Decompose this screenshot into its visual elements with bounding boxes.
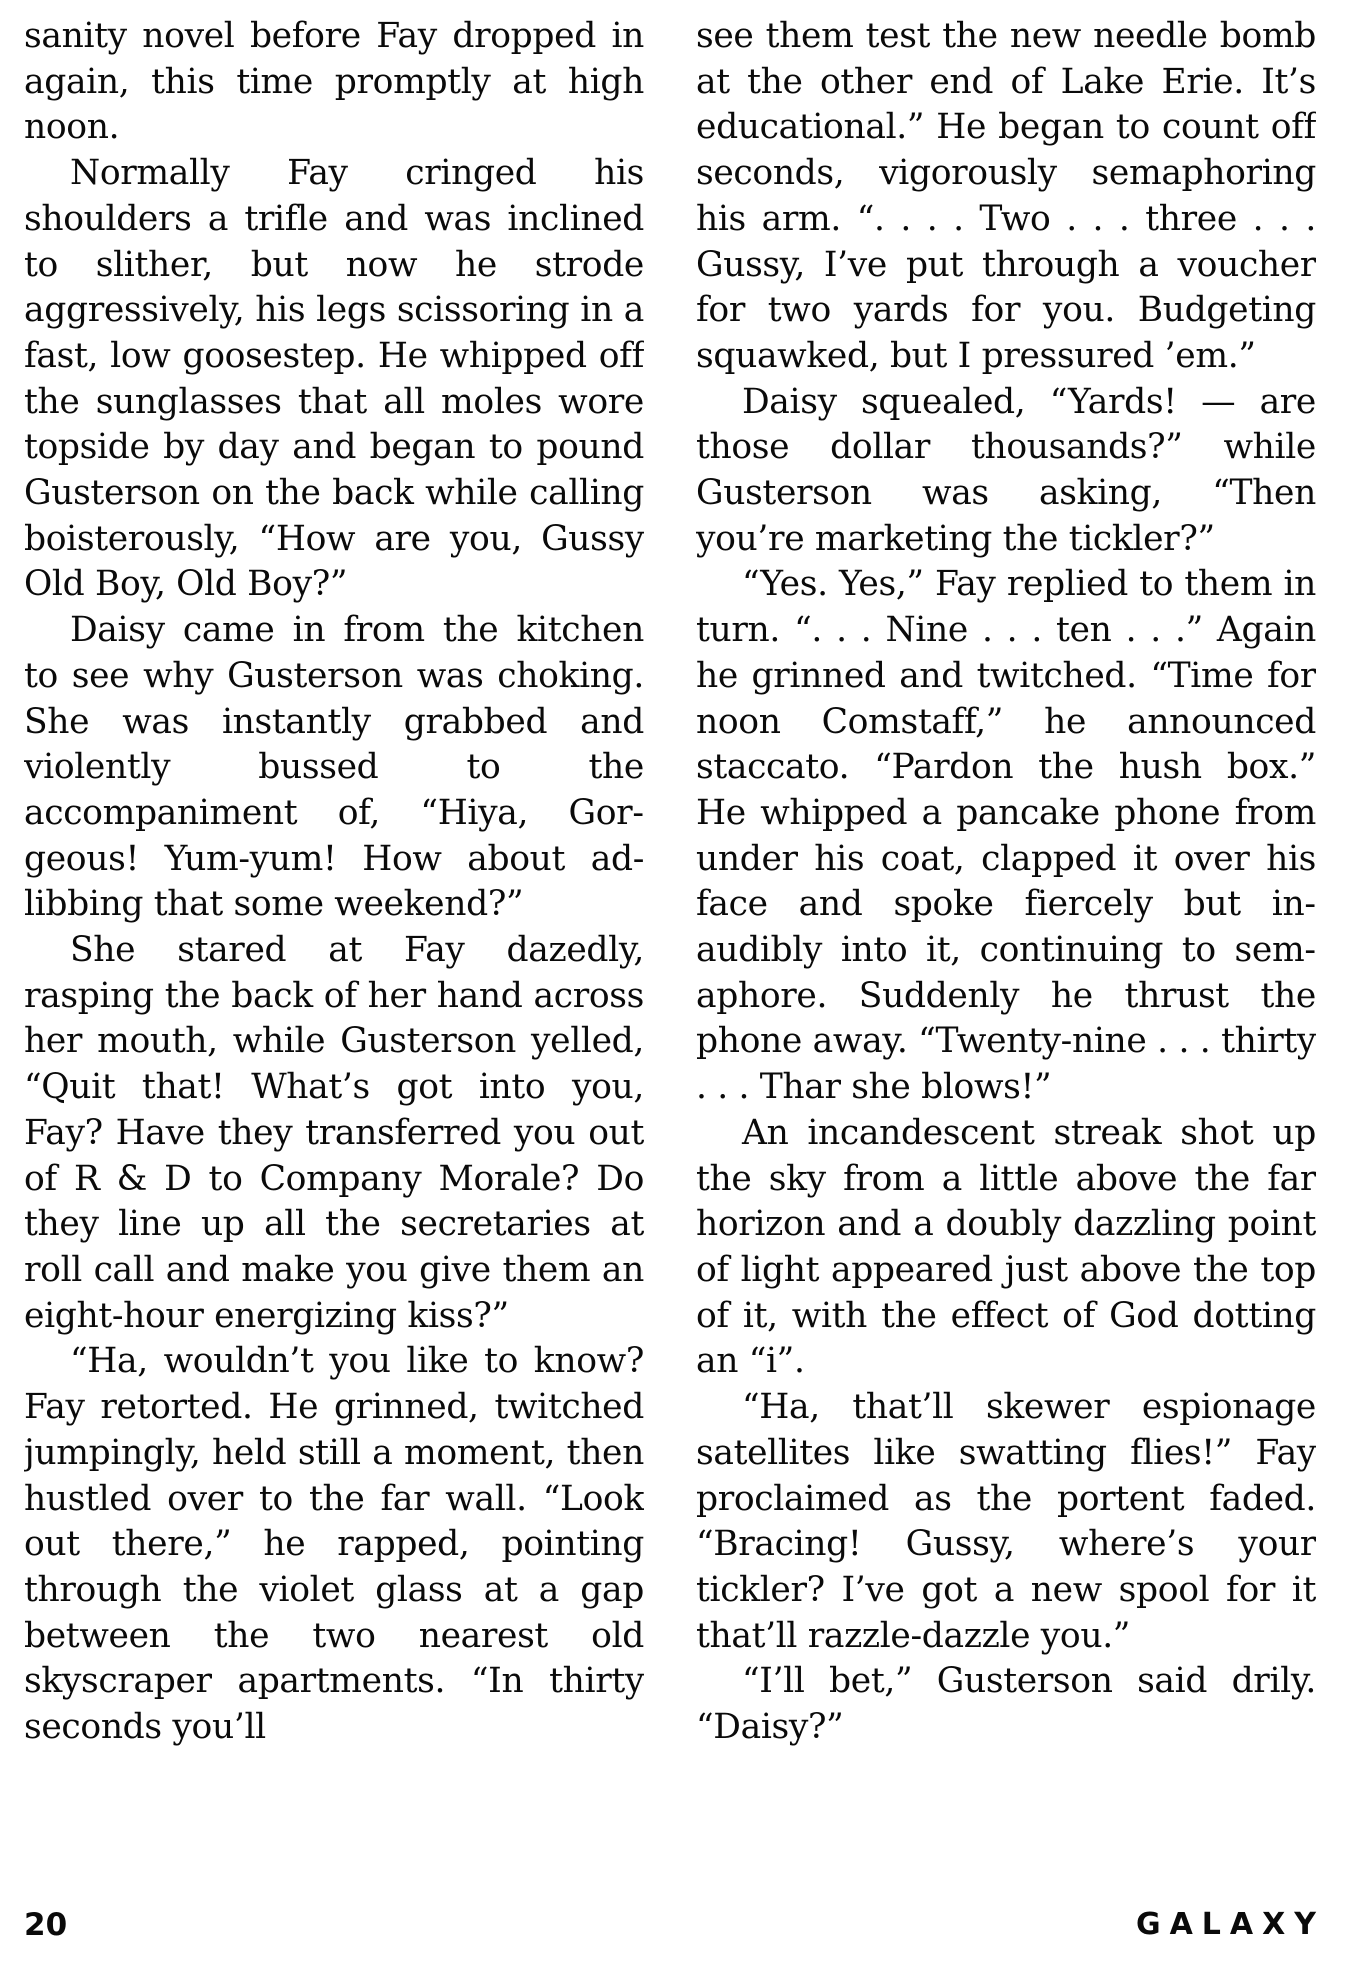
- paragraph: “Ha, that’ll skewer espionage satellites like swatting flies!” Fay proclaimed as the portent faded. “Bracing! Gussy, where’s your tickler? I’ve got a new spool for it that’ll razzle-dazzle you.”: [696, 1387, 1316, 1656]
- page-number: 20: [24, 1907, 68, 1943]
- right-text-column: [696, 14, 1316, 1814]
- left-text-column: [24, 14, 644, 1814]
- paragraph: see them test the new needle bomb at the other end of Lake Erie. It’s educational.” He began to count off seconds, vigorously semaphoring his arm. “. . . . Two . . . three . . . Gussy, I’ve put through a voucher for two yards for you. Budgeting squawked, but I pressured ’em.”: [696, 16, 1316, 376]
- paragraph: “I’ll bet,” Gusterson said drily. “Daisy?”: [696, 1661, 1316, 1748]
- paragraph: Normally Fay cringed his shoulders a trifle and was inclined to slither, but now he strode aggressively, his legs scissoring in a fast, low goosestep. He whipped off the sunglasses that all moles wore topside by day and began to pound Gusterson on the back while calling boisterously, “How are you, Gussy Old Boy, Old Boy?”: [24, 153, 644, 605]
- paragraph: “Yes. Yes,” Fay replied to them in turn. “. . . Nine . . . ten . . .” Again he grinned and twitched. “Time for noon Comstaff,” he announced staccato. “Pardon the hush box.” He whipped a pancake phone from under his coat, clapped it over his face and spoke fiercely but inaudibly into it, continuing to semaphore. Suddenly he thrust the phone away. “Twenty-nine . . . thirty . . . Thar she blows!”: [696, 564, 1316, 1108]
- running-head: GALAXY: [1135, 1907, 1325, 1942]
- paragraph: She stared at Fay dazedly, rasping the back of her hand across her mouth, while Gusterson yelled, “Quit that! What’s got into you, Fay? Have they transferred you out of R & D to Company Morale? Do they line up all the secretaries at roll call and make you give them an eight-hour energizing kiss?”: [24, 930, 644, 1336]
- paragraph: Daisy squealed, “Yards! — are those dollar thousands?” while Gusterson was asking, “Then you’re marketing the tickler?”: [696, 381, 1316, 559]
- paragraph: Daisy came in from the kitchen to see why Gusterson was choking. She was instantly grabbed and violently bussed to the accompaniment of, “Hiya, Gorgeous! Yum-yum! How about ad-libbing that some weekend?”: [24, 610, 644, 925]
- paragraph: “Ha, wouldn’t you like to know? Fay retorted. He grinned, twitched jumpingly, held still a moment, then hustled over to the far wall. “Look out there,” he rapped, pointing through the violet glass at a gap between the two nearest old skyscraper apartments. “In thirty seconds you’ll: [24, 1341, 644, 1748]
- paragraph: An incandescent streak shot up the sky from a little above the far horizon and a doubly dazzling point of light appeared just above the top of it, with the effect of God dotting an “i”.: [696, 1112, 1316, 1382]
- paragraph: sanity novel before Fay dropped in again, this time promptly at high noon.: [24, 16, 644, 148]
- page-footer: [0, 1905, 1349, 1955]
